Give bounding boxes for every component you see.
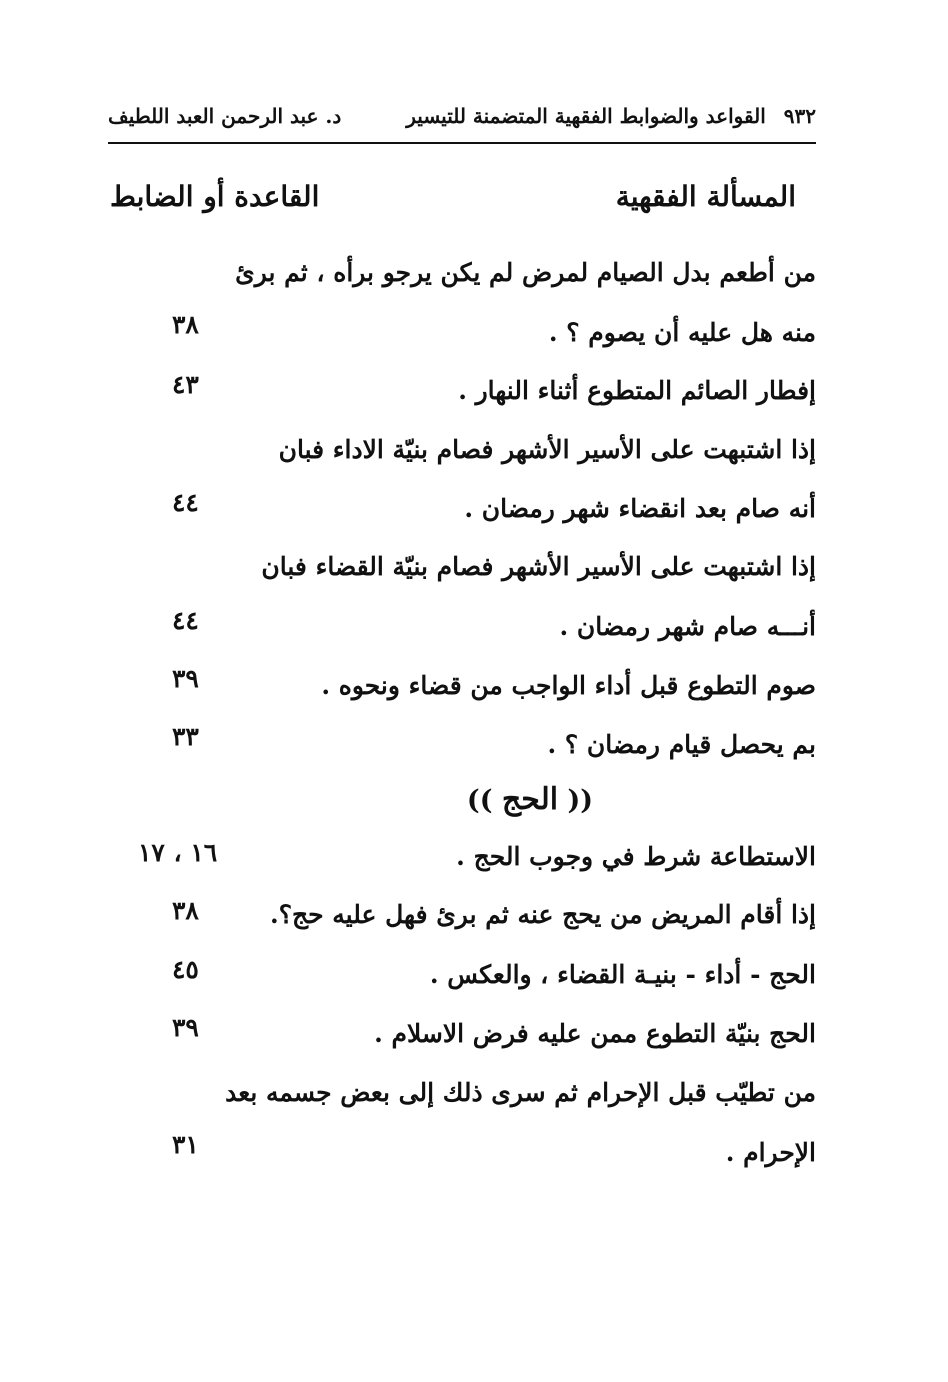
rule-number: ١٦ ، ١٧ xyxy=(138,838,218,867)
header-rule xyxy=(108,142,816,144)
entry-line: إذا أقام المريض من يحج عنه ثم برئ فهل عليه حج؟. xyxy=(270,900,816,929)
entry-line: أنه صام بعد انقضاء شهر رمضان . xyxy=(464,494,816,523)
section-bracket-open: (( xyxy=(567,785,594,816)
header-title-group xyxy=(406,104,816,128)
entry-line: إذا اشتبهت على الأسير الأشهر فصام بنيّة القضاء فبان xyxy=(261,552,816,581)
entry-line: صوم التطوع قبل أداء الواجب من قضاء ونحوه . xyxy=(321,671,816,700)
entry-line: الحج بنيّة التطوع ممن عليه فرض الاسلام . xyxy=(374,1019,816,1048)
entry-line: إذا اشتبهت على الأسير الأشهر فصام بنيّة الاداء فبان xyxy=(278,435,816,464)
entry-line: أنـــه صام شهر رمضان . xyxy=(559,612,816,641)
column-heading-issue: المسألة الفقهية xyxy=(615,180,796,213)
entry-line: الحج - أداء - بنيـة القضاء ، والعكس . xyxy=(429,960,816,989)
column-heading-rule: القاعدة أو الضابط xyxy=(110,180,320,213)
rule-number: ٣٨ xyxy=(172,310,199,339)
rule-number: ٣١ xyxy=(172,1130,199,1159)
entry-line: الإحرام . xyxy=(725,1138,816,1167)
rule-number: ٣٩ xyxy=(172,1013,199,1042)
author-name: د. عبد الرحمن العبد اللطيف xyxy=(108,104,342,128)
entry-line: من أطعم بدل الصيام لمرض لم يكن يرجو برأه ، ثم برئ xyxy=(235,258,816,287)
entry-line: إفطار الصائم المتطوع أثناء النهار . xyxy=(458,376,816,405)
section-heading xyxy=(0,782,948,817)
rule-number: ٣٩ xyxy=(172,664,199,693)
section-title: الحج xyxy=(501,782,559,817)
rule-number: ٣٨ xyxy=(172,896,199,925)
section-bracket-close: )) xyxy=(466,785,493,816)
entry-line: بم يحصل قيام رمضان ؟ . xyxy=(547,730,816,759)
rule-number: ٣٣ xyxy=(172,722,199,751)
rule-number: ٤٤ xyxy=(172,488,199,517)
entry-line: منه هل عليه أن يصوم ؟ . xyxy=(548,318,816,347)
rule-number: ٤٥ xyxy=(172,955,199,984)
page-number: ٩٣٢ xyxy=(783,104,816,128)
rule-number: ٤٤ xyxy=(172,606,199,635)
running-header xyxy=(108,96,816,136)
book-title: القواعد والضوابط الفقهية المتضمنة للتيسير xyxy=(406,104,766,128)
entry-line: من تطيّب قبل الإحرام ثم سرى ذلك إلى بعض جسمه بعد xyxy=(225,1078,816,1107)
rule-number: ٤٣ xyxy=(172,370,199,399)
entry-line: الاستطاعة شرط في وجوب الحج . xyxy=(456,842,816,871)
